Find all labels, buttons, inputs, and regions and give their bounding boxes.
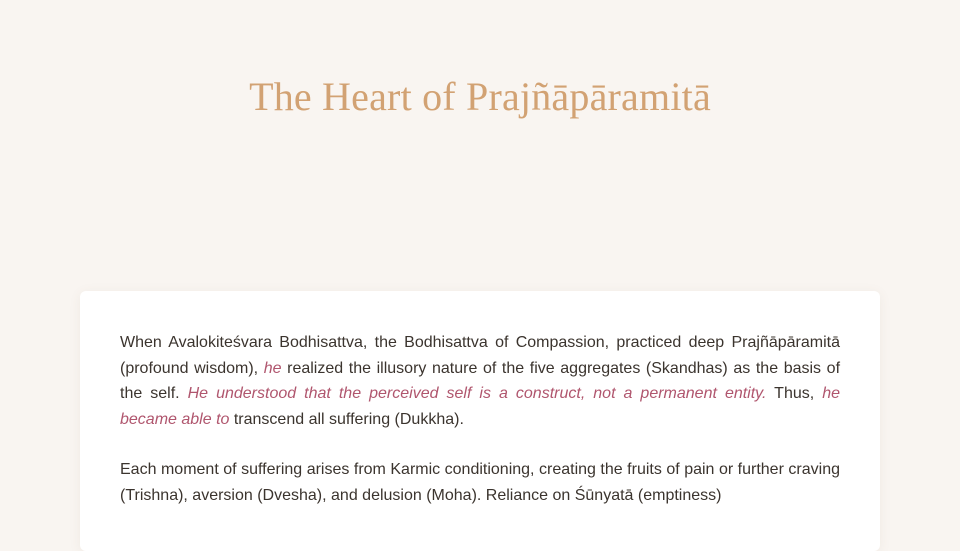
emphasis-text: He understood that the perceived self is a construct, not a permanent entity. <box>187 385 767 402</box>
text-run: When Avalokiteśvara Bodhisattva, the Bodhisattva of Compassion, practiced deep Prajñāpāramitā (profound wisdom), <box>120 334 840 377</box>
emphasis-text: he became able to <box>120 385 841 428</box>
paragraph-2 <box>120 457 840 508</box>
text-run: transcend all suffering (Dukkha). <box>229 410 464 428</box>
text-run: realized the illusory nature of the five aggregates (Skandhas) as the basis of the self. <box>120 359 841 402</box>
text-run: Thus, <box>766 385 823 402</box>
page-title: The Heart of Prajñāpāramitā <box>249 74 711 119</box>
emphasis-text: he <box>263 359 282 377</box>
text-run: Each moment of suffering arises from Karmic conditioning, creating the fruits of pain or further craving (Trishna), aversion (Dvesha), and delusion (Moha). Reliance on Śūnyatā (emptiness) <box>120 461 840 504</box>
content-card <box>80 291 880 551</box>
paragraph-1 <box>120 330 840 432</box>
